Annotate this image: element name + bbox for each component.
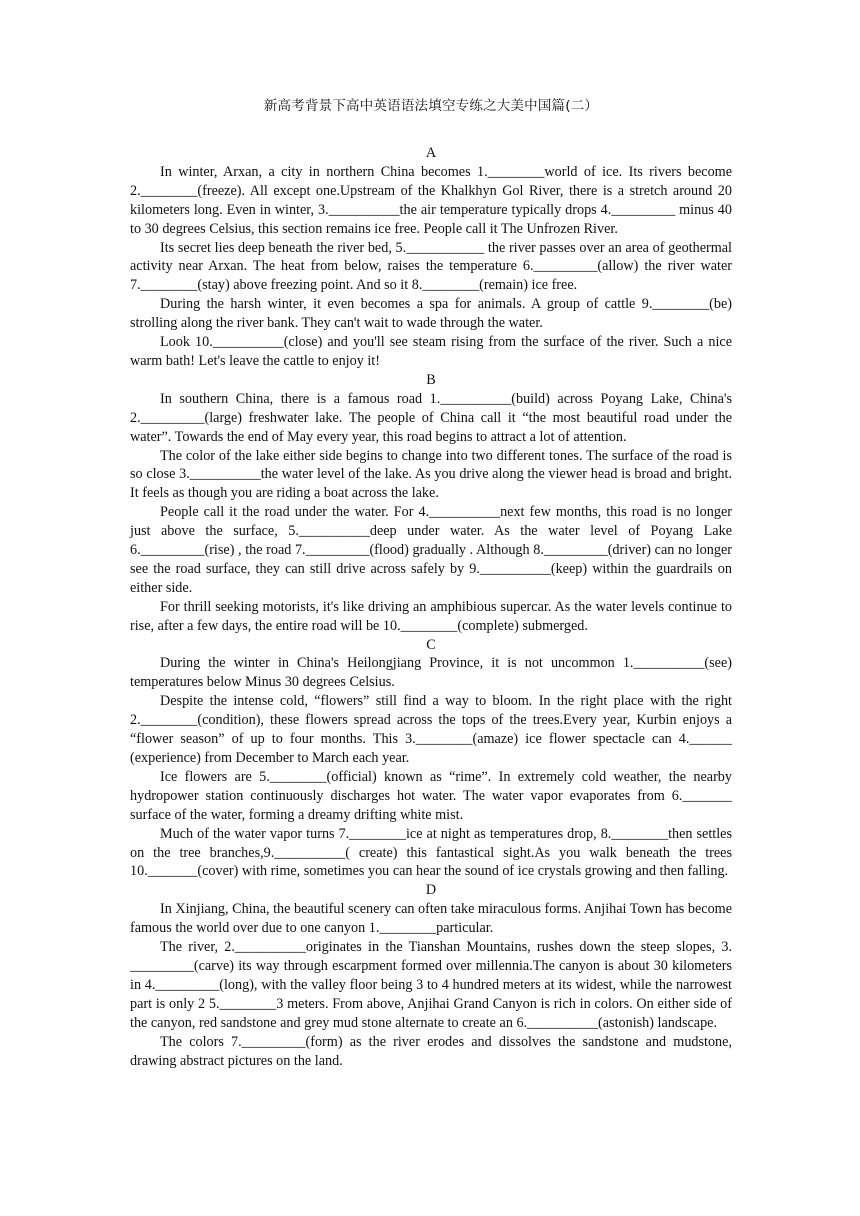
paragraph: During the winter in China's Heilongjiang Province, it is not uncommon 1.__________(see) temperatures below Minus 30 degrees Celsius.: [130, 655, 732, 691]
section-a: [130, 144, 732, 371]
paragraph: Its secret lies deep beneath the river bed, 5.___________ the river passes over an area of geothermal activity near Arxan. The heat from below, raises the temperature 6._________(allow) the river water 7.________(stay) above freezing point. And so it 8.________(remain) ice free.: [130, 239, 732, 294]
document-page: [130, 96, 732, 1070]
paragraph: Despite the intense cold, “flowers” still find a way to bloom. In the right place with the right 2.________(condition), these flowers spread across the tops of the trees.Every year, Kurbin enjoys a “flower season” of up to four months. This 3.________(amaze) ice flower spectacle can 4.______ (experience) from December to March each year.: [130, 693, 732, 766]
paragraph: In winter, Arxan, a city in northern China becomes 1.________world of ice. Its rivers become 2.________(freeze). All except one.Upstream of the Khalkhyn Gol River, there is a stretch around 20 kilometers long. Even in winter, 3.__________the air temperature typically drops 4._________ minus 40 to 30 degrees Celsius, this section remains ice free. People call it The Unfrozen River.: [130, 163, 732, 237]
section-heading: A: [425, 145, 437, 161]
paragraph: In Xinjiang, China, the beautiful scenery can often take miraculous forms. Anjihai Town has become famous the world over due to one canyon 1.________particular.: [130, 901, 732, 937]
paragraph: In southern China, there is a famous road 1.__________(build) across Poyang Lake, China's 2._________(large) freshwater lake. The people of China call it “the most beautiful road under the water”. Towards the end of May every year, this road begins to attract a lot of attention.: [130, 390, 732, 445]
section-c: [130, 636, 732, 882]
paragraph: People call it the road under the water. For 4.__________next few months, this road is no longer just above the surface, 5.__________deep under water. As the water level of Poyang Lake 6._________(rise) , the road 7._________(flood) gradually . Although 8._________(driver) can no longer see the road surface, they can still drive across safely by 9.__________(keep) within the guardrails on either side.: [130, 504, 732, 596]
section-heading: B: [426, 371, 436, 388]
section-heading: C: [426, 636, 436, 653]
paragraph: Look 10.__________(close) and you'll see steam rising from the surface of the river. Such a nice warm bath! Let's leave the cattle to enjoy it!: [130, 334, 732, 369]
paragraph: During the harsh winter, it even becomes a spa for animals. A group of cattle 9.________(be) strolling along the river bank. They can't wait to wade through the water.: [130, 296, 732, 332]
paragraph: Ice flowers are 5.________(official) known as “rime”. In extremely cold weather, the nearby hydropower station continuously discharges hot water. The water vapor evaporates from 6._______ surface of the water, forming a dreamy drifting white mist.: [130, 768, 732, 823]
paragraph: The color of the lake either side begins to change into two different tones. The surface of the road is so close 3.__________the water level of the lake. As you drive along the viewer head is broad and bright. It feels as though you are riding a boat across the lake.: [130, 447, 732, 502]
paragraph: For thrill seeking motorists, it's like driving an amphibious supercar. As the water levels continue to rise, after a few days, the entire road will be 10.________(complete) submerged.: [130, 598, 732, 634]
document-title: 新高考背景下高中英语语法填空专练之大美中国篇(二）: [263, 98, 599, 114]
section-b: [130, 371, 732, 636]
paragraph: The colors 7._________(form) as the river erodes and dissolves the sandstone and mudstone, drawing abstract pictures on the land.: [130, 1033, 732, 1069]
paragraph: The river, 2.__________originates in the Tianshan Mountains, rushes down the steep slopes, 3. _________(carve) its way through escarpment formed over millennia.The canyon is about 30 kilometers in 4._________(long), with the valley floor being 3 to 4 hundred meters at its widest, while the narrowest part is only 2 5.________3 meters. From above, Anjihai Grand Canyon is rich in colors. On either side of the canyon, red sandstone and grey mud stone alternate to create an 6.__________(astonish) landscape.: [130, 939, 732, 1031]
paragraph: Much of the water vapor turns 7.________ice at night as temperatures drop, 8.________then settles on the tree branches,9.__________( create) this fantastical sight.As you walk beneath the trees 10._______(cover) with rime, sometimes you can hear the sound of ice crystals growing and then falling.: [130, 825, 732, 880]
section-heading: D: [425, 882, 437, 899]
section-d: [130, 881, 732, 1070]
